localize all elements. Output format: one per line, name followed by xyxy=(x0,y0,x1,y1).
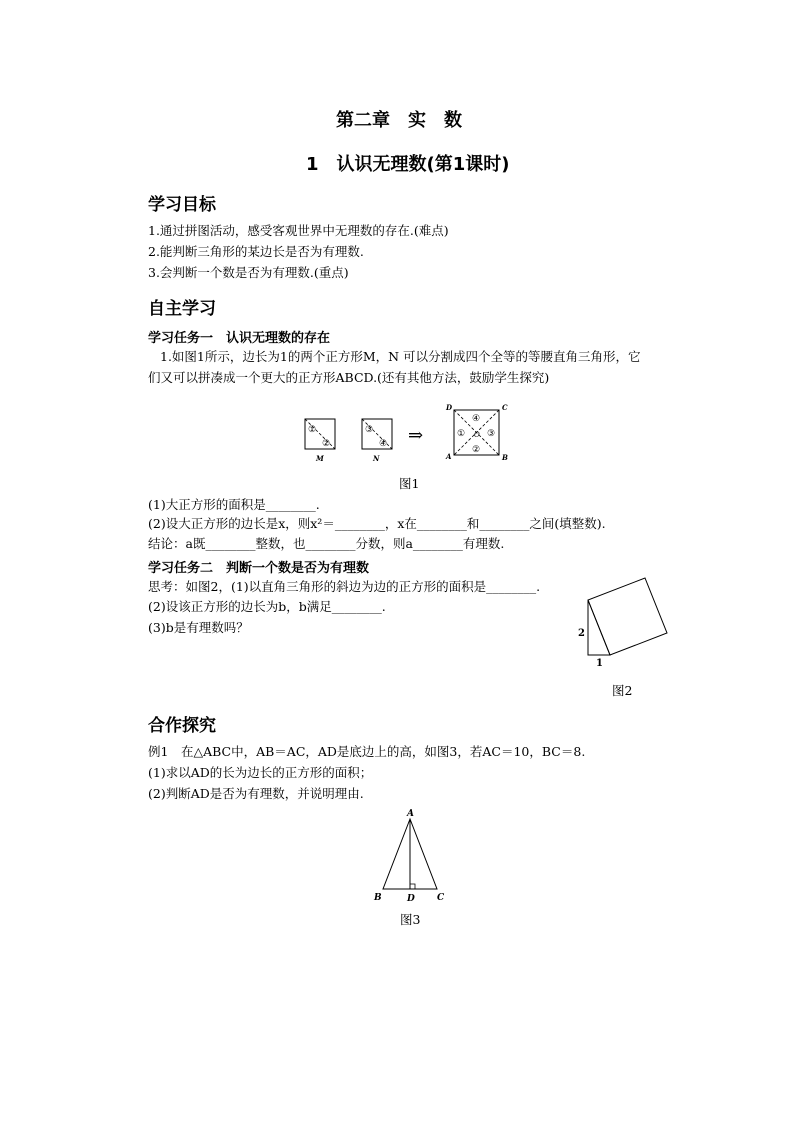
task1-conclusion: 结论：a既________整数，也________分数，则a________有理数. xyxy=(148,536,505,551)
task1-title: 学习任务一 认识无理数的存在 xyxy=(148,331,331,346)
example1-q2: (2)判断AD是否为有理数，并说明理由. xyxy=(148,786,364,801)
objectives-heading: 学习目标 xyxy=(148,195,216,215)
label-n: N xyxy=(373,454,380,463)
self-study-heading: 自主学习 xyxy=(148,299,216,319)
figure3-caption: 图3 xyxy=(400,912,421,927)
vertex-b: B xyxy=(502,453,508,462)
task1-q1: (1)大正方形的面积是________. xyxy=(148,497,320,512)
center-o: O xyxy=(474,431,480,439)
side-label-1: 1 xyxy=(596,658,603,669)
objective-item: 2.能判断三角形的某边长是否为有理数. xyxy=(148,244,364,259)
fig1-circ-4: ④ xyxy=(379,439,388,449)
abcd-circ-4: ④ xyxy=(472,414,481,424)
task1-intro-line1: 1.如图1所示，边长为1的两个正方形M，N 可以分割成四个全等的等腰直角三角形，它 xyxy=(160,349,641,364)
figure1-diagram xyxy=(295,398,525,468)
chapter-title: 第二章 实 数 xyxy=(336,110,462,131)
abcd-circ-1: ① xyxy=(457,429,466,439)
task2-title: 学习任务二 判断一个数是否为有理数 xyxy=(148,561,370,576)
task2-q1: 思考：如图2，(1)以直角三角形的斜边为边的正方形的面积是________. xyxy=(148,579,541,594)
vertex-d: D xyxy=(446,403,453,412)
objective-item: 1.通过拼图活动，感受客观世界中无理数的存在.(难点) xyxy=(148,223,449,238)
hypotenuse-square xyxy=(588,578,667,655)
vertex-c: C xyxy=(437,893,445,903)
example1-q1: (1)求以AD的长为边长的正方形的面积； xyxy=(148,765,373,780)
vertex-a: A xyxy=(446,452,452,461)
task1-intro-line2: 们又可以拼凑成一个更大的正方形ABCD.(还有其他方法，鼓励学生探究) xyxy=(148,370,550,385)
task2-q2: (2)设该正方形的边长为b，b满足________. xyxy=(148,599,386,614)
fig1-circ-1: ① xyxy=(308,425,317,435)
fig1-circ-3: ③ xyxy=(365,425,374,435)
task2-q3: (3)b是有理数吗？ xyxy=(148,620,249,635)
example1-line: 例1 在△ABC中，AB＝AC，AD是底边上的高，如图3，若AC＝10，BC＝8. xyxy=(148,744,586,759)
cooperation-heading: 合作探究 xyxy=(148,716,216,736)
fig1-circ-2: ② xyxy=(322,439,331,449)
vertex-d: D xyxy=(407,894,415,904)
side-label-2: 2 xyxy=(578,628,585,639)
label-m: M xyxy=(316,454,324,463)
abcd-circ-2: ② xyxy=(472,445,481,455)
vertex-c: C xyxy=(502,403,508,412)
lesson-title: 1 认识无理数(第1课时) xyxy=(306,154,510,175)
abcd-circ-3: ③ xyxy=(487,429,496,439)
task1-q2: (2)设大正方形的边长是x，则x²＝________，x在________和________之间(填整数). xyxy=(148,516,606,531)
figure2-diagram xyxy=(570,570,675,670)
vertex-a: A xyxy=(407,809,414,819)
figure3-diagram xyxy=(370,805,450,905)
objective-item: 3.会判断一个数是否为有理数.(重点) xyxy=(148,265,349,280)
figure1-caption: 图1 xyxy=(399,476,420,491)
vertex-b: B xyxy=(374,893,382,903)
right-angle-mark xyxy=(410,884,415,889)
figure2-caption: 图2 xyxy=(612,683,633,698)
arrow-icon: ⇒ xyxy=(408,425,424,446)
